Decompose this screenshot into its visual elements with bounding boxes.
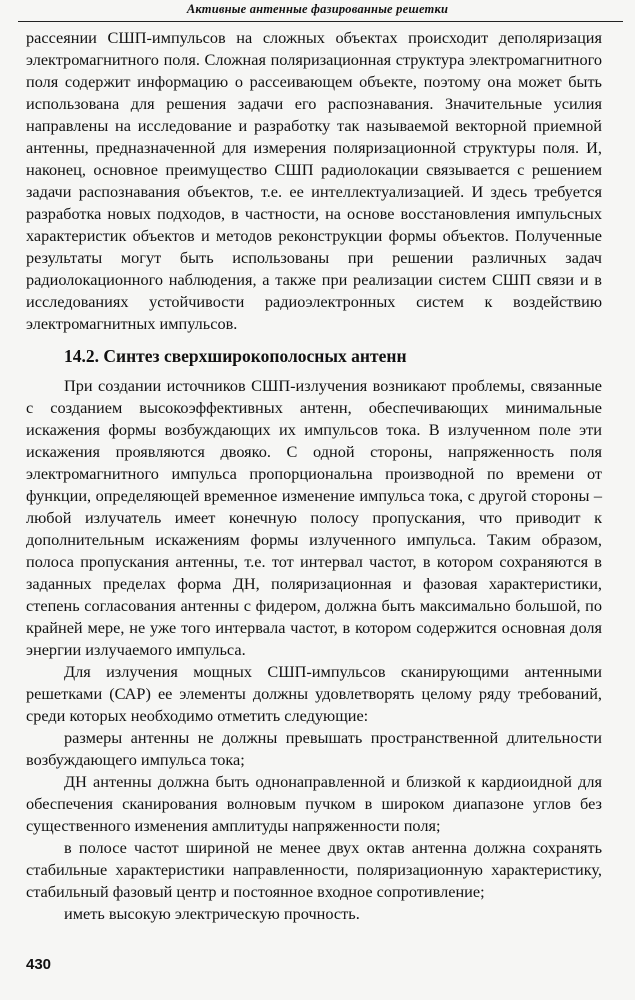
- requirement-item: ДН антенны должна быть однонаправленной и близкой к кардиоидной для обеспечения сканирования волновым пучком в широком диапазоне углов без существенного изменения амплитуды напряженности поля;: [26, 772, 602, 835]
- continuation-paragraph: рассеянии СШП-импульсов на сложных объектах происходит деполяризация электромагнитного поля. Сложная поляризационная структура электромагнитного поля содержит информацию о рассеивающем объекте, поэтому она может быть использована для решения задачи его распознавания. Значительные усилия направлены на исследование и разработку так называемой векторной приемной антенны, предназначенной для измерения поляризационной структуры поля. И, наконец, основное преимущество СШП радиолокации связывается с решением задачи распознавания объектов, т.е. ее интеллектуализацией. И здесь требуется разработка новых подходов, в частности, на основе восстановления импульсных характеристик объектов и методов реконструкции формы объектов. Полученные результаты могут быть использованы при решении различных задач радиолокационного наблюдения, а также при реализации систем СШП связи и в исследованиях устойчивости радиоэлектронных систем к воздействию электромагнитных импульсов.: [26, 28, 602, 333]
- header-rule: [18, 21, 623, 22]
- section-heading: 14.2. Синтез сверхширокополосных антенн: [64, 346, 407, 366]
- body-text: [26, 27, 602, 925]
- requirement-item: размеры антенны не должны превышать пространственной длительности возбуждающего импульса тока;: [26, 728, 602, 769]
- paragraph: При создании источников СШП-излучения возникают проблемы, связанные с созданием высокоэффективных антенн, обеспечивающих минимальные искажения формы возбуждающих их импульсов тока. В излученном поле эти искажения проявляются двояко. С одной стороны, напряженность поля электромагнитного импульса пропорциональна производной по времени от функции, определяющей временное изменение импульса тока, с другой стороны – любой излучатель имеет конечную полосу пропускания, что приводит к дополнительным искажениям формы излученного импульса. Таким образом, полоса пропускания антенны, т.е. тот интервал частот, в котором сохраняются в заданных пределах форма ДН, поляризационная и фазовая характеристики, степень согласования антенны с фидером, должна быть максимально большой, по крайней мере, не уже того интервала частот, в котором содержится основная доля энергии излучаемого импульса.: [26, 376, 602, 659]
- paragraph: Для излучения мощных СШП-импульсов сканирующими антенными решетками (САР) ее элементы должны удовлетворять целому ряду требований, среди которых необходимо отметить следующие:: [26, 662, 602, 725]
- requirement-item: в полосе частот шириной не менее двух октав антенна должна сохранять стабильные характеристики направленности, поляризационную характеристику, стабильный фазовый центр и постоянное входное сопротивление;: [26, 838, 602, 901]
- requirement-item: иметь высокую электрическую прочность.: [64, 904, 360, 923]
- running-title: Активные антенные фазированные решетки: [186, 2, 449, 16]
- page-number: 430: [26, 956, 52, 973]
